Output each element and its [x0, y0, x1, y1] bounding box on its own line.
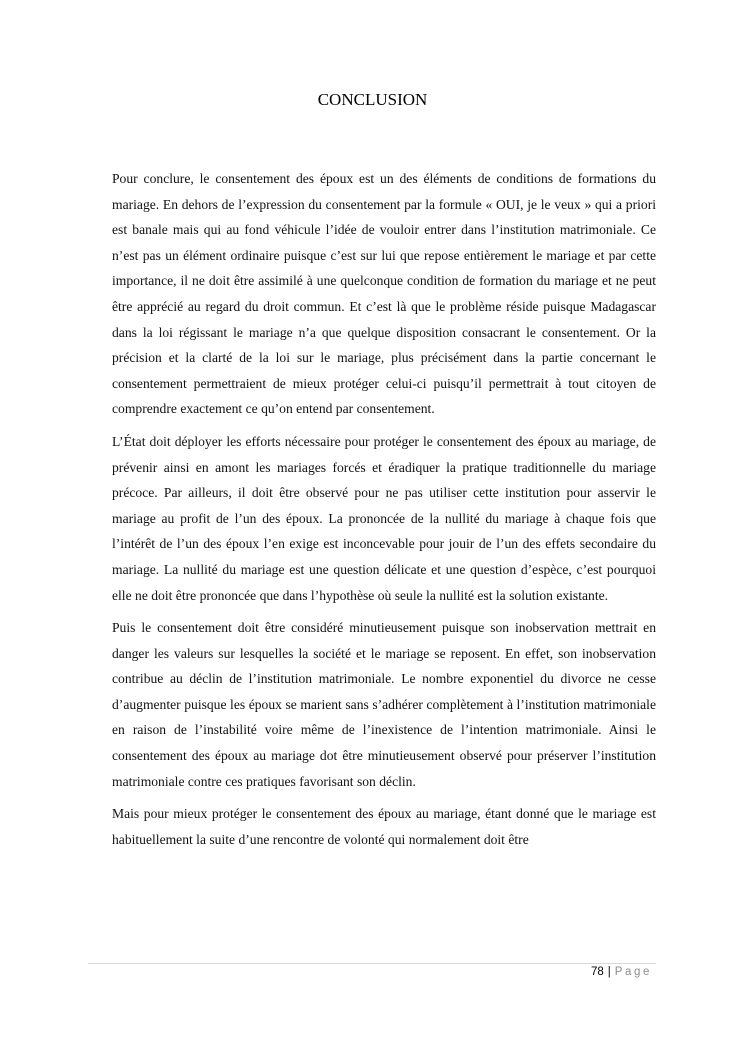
paragraph-1: Pour conclure, le consentement des époux est un des éléments de conditions de formations du mariage. En dehors de l’expression du consentement par la formule « OUI, je le veux » qui a priori est banale mais qui au fond véhicule l’idée de vouloir entrer dans l’institution matrimoniale. Ce n’est pas un élément ordinaire puisque c’est sur lui que repose entièrement le mariage et par cette importance, il ne doit être assimilé à une quelconque condition de formation du mariage et ne peut être apprécié au regard du droit commun. Et c’est là que le problème réside puisque Madagascar dans la loi régissant le mariage n’a que quelque disposition consacrant le consentement. Or la précision et la clarté de la loi sur le mariage, plus précisément dans la partie concernant le consentement permettraient de mieux protéger celui-ci puisqu’il permettrait à tout citoyen de comprendre exactement ce qu’on entend par consentement.: [112, 171, 656, 417]
page-number: 78: [590, 966, 604, 978]
paragraph-4: Mais pour mieux protéger le consentement des époux au mariage, étant donné que le mariage est habituellement la suite d’une rencontre de volonté qui normalement doit être: [112, 806, 656, 847]
footer-divider: [88, 963, 656, 964]
page-title: CONCLUSION: [317, 90, 428, 109]
page-label: Page: [614, 966, 652, 978]
page-footer: [591, 966, 652, 978]
paragraph-2: L’État doit déployer les efforts nécessaire pour protéger le consentement des époux au mariage, de prévenir ainsi en amont les mariages forcés et éradiquer la pratique traditionnelle du mariage précoce. Par ailleurs, il doit être observé pour ne pas utiliser cette institution pour asservir le mariage au profit de l’un des époux. La prononcée de la nullité du mariage à chaque fois que l’intérêt de l’un des époux l’en exige est inconcevable pour jouir de l’un des effets secondaire du mariage. La nullité du mariage est une question délicate et une question d’espèce, c’est pourquoi elle ne doit être prononcée que dans l’hypothèse où seule la nullité est la solution existante.: [112, 433, 656, 603]
paragraph-3: Puis le consentement doit être considéré minutieusement puisque son inobservation mettrait en danger les valeurs sur lesquelles la société et le mariage se reposent. En effet, son inobservation contribue au déclin de l’institution matrimoniale. Le nombre exponentiel du divorce ne cesse d’augmenter puisque les époux se marient sans s’adhérer complètement à l’institution matrimoniale en raison de l’instabilité voire même de l’inexistence de l’intention matrimoniale. Ainsi le consentement des époux au mariage dot être minutieusement observé pour préserver l’institution matrimoniale contre ces pratiques favorisant son déclin.: [112, 620, 656, 789]
body-text: [112, 166, 656, 859]
footer-separator: |: [607, 966, 611, 978]
